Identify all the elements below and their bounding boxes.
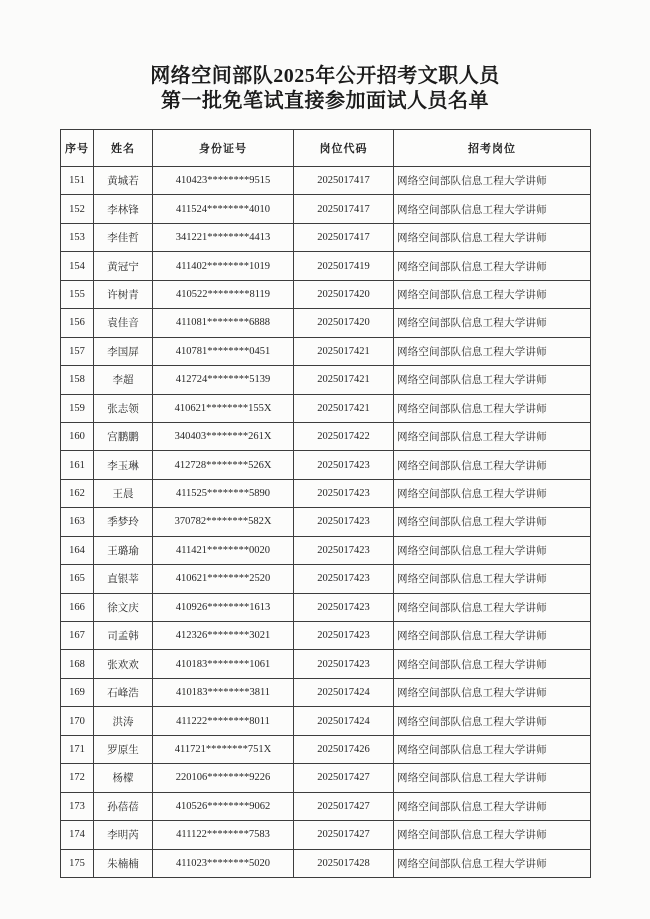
- cell-position-code: 2025017423: [294, 479, 394, 507]
- cell-no: 174: [61, 821, 94, 849]
- cell-name: 许树青: [94, 280, 153, 308]
- cell-position-code: 2025017423: [294, 565, 394, 593]
- cell-id-number: 341221********4413: [153, 223, 294, 251]
- cell-name: 袁佳音: [94, 309, 153, 337]
- cell-position-code: 2025017420: [294, 309, 394, 337]
- table-row: [61, 422, 591, 450]
- cell-id-number: 370782********582X: [153, 508, 294, 536]
- cell-id-number: 411023********5020: [153, 849, 294, 877]
- cell-position-code: 2025017422: [294, 422, 394, 450]
- cell-no: 166: [61, 593, 94, 621]
- cell-id-number: 412326********3021: [153, 622, 294, 650]
- cell-no: 171: [61, 735, 94, 763]
- cell-name: 黄城若: [94, 167, 153, 195]
- cell-no: 160: [61, 422, 94, 450]
- cell-position-code: 2025017423: [294, 508, 394, 536]
- header-position-code: 岗位代码: [294, 130, 394, 167]
- cell-name: 石峰浩: [94, 678, 153, 706]
- cell-position: 网络空间部队信息工程大学讲师: [394, 849, 591, 877]
- cell-no: 152: [61, 195, 94, 223]
- cell-position-code: 2025017423: [294, 593, 394, 621]
- cell-position-code: 2025017417: [294, 223, 394, 251]
- cell-position: 网络空间部队信息工程大学讲师: [394, 735, 591, 763]
- table-row: [61, 849, 591, 877]
- cell-name: 张欢欢: [94, 650, 153, 678]
- table-row: [61, 792, 591, 820]
- cell-position-code: 2025017419: [294, 252, 394, 280]
- cell-id-number: 410621********2520: [153, 565, 294, 593]
- cell-position-code: 2025017428: [294, 849, 394, 877]
- cell-position-code: 2025017426: [294, 735, 394, 763]
- cell-id-number: 411122********7583: [153, 821, 294, 849]
- table-row: [61, 167, 591, 195]
- cell-id-number: 411524********4010: [153, 195, 294, 223]
- cell-name: 李林锋: [94, 195, 153, 223]
- table-row: [61, 678, 591, 706]
- cell-position: 网络空间部队信息工程大学讲师: [394, 451, 591, 479]
- table-row: [61, 593, 591, 621]
- cell-position: 网络空间部队信息工程大学讲师: [394, 565, 591, 593]
- cell-id-number: 411721********751X: [153, 735, 294, 763]
- cell-position-code: 2025017417: [294, 195, 394, 223]
- cell-name: 王晨: [94, 479, 153, 507]
- cell-position-code: 2025017421: [294, 394, 394, 422]
- cell-no: 175: [61, 849, 94, 877]
- cell-no: 165: [61, 565, 94, 593]
- cell-name: 李明芮: [94, 821, 153, 849]
- cell-name: 司孟韩: [94, 622, 153, 650]
- cell-no: 153: [61, 223, 94, 251]
- cell-id-number: 411081********6888: [153, 309, 294, 337]
- header-name: 姓名: [94, 130, 153, 167]
- cell-name: 王璐瑜: [94, 536, 153, 564]
- cell-position-code: 2025017417: [294, 167, 394, 195]
- cell-id-number: 410183********3811: [153, 678, 294, 706]
- cell-no: 159: [61, 394, 94, 422]
- cell-position: 网络空间部队信息工程大学讲师: [394, 622, 591, 650]
- header-index: 序号: [61, 130, 94, 167]
- table-row: [61, 735, 591, 763]
- cell-name: 李佳哲: [94, 223, 153, 251]
- cell-position-code: 2025017420: [294, 280, 394, 308]
- cell-id-number: 220106********9226: [153, 764, 294, 792]
- cell-id-number: 410423********9515: [153, 167, 294, 195]
- cell-position: 网络空间部队信息工程大学讲师: [394, 167, 591, 195]
- table-row: [61, 707, 591, 735]
- cell-position-code: 2025017424: [294, 707, 394, 735]
- document-title: [0, 64, 650, 114]
- cell-name: 孙蓓蓓: [94, 792, 153, 820]
- cell-position: 网络空间部队信息工程大学讲师: [394, 422, 591, 450]
- cell-position: 网络空间部队信息工程大学讲师: [394, 821, 591, 849]
- cell-name: 洪涛: [94, 707, 153, 735]
- table-row: [61, 223, 591, 251]
- cell-name: 李玉琳: [94, 451, 153, 479]
- cell-id-number: 411421********0020: [153, 536, 294, 564]
- table-body: [61, 167, 591, 878]
- cell-position: 网络空间部队信息工程大学讲师: [394, 764, 591, 792]
- cell-no: 164: [61, 536, 94, 564]
- cell-no: 167: [61, 622, 94, 650]
- cell-position: 网络空间部队信息工程大学讲师: [394, 195, 591, 223]
- cell-id-number: 340403********261X: [153, 422, 294, 450]
- cell-no: 168: [61, 650, 94, 678]
- cell-position: 网络空间部队信息工程大学讲师: [394, 309, 591, 337]
- table-row: [61, 252, 591, 280]
- header-position: 招考岗位: [394, 130, 591, 167]
- cell-position: 网络空间部队信息工程大学讲师: [394, 792, 591, 820]
- cell-no: 155: [61, 280, 94, 308]
- cell-id-number: 411222********8011: [153, 707, 294, 735]
- cell-name: 宫鹏鹏: [94, 422, 153, 450]
- title-line-1: 网络空间部队2025年公开招考文职人员: [150, 65, 500, 87]
- cell-position: 网络空间部队信息工程大学讲师: [394, 650, 591, 678]
- table-row: [61, 337, 591, 365]
- cell-id-number: 410183********1061: [153, 650, 294, 678]
- table-row: [61, 565, 591, 593]
- cell-position: 网络空间部队信息工程大学讲师: [394, 707, 591, 735]
- cell-position-code: 2025017423: [294, 622, 394, 650]
- cell-position: 网络空间部队信息工程大学讲师: [394, 394, 591, 422]
- cell-no: 157: [61, 337, 94, 365]
- cell-name: 徐文庆: [94, 593, 153, 621]
- cell-name: 张志领: [94, 394, 153, 422]
- cell-position: 网络空间部队信息工程大学讲师: [394, 366, 591, 394]
- cell-position: 网络空间部队信息工程大学讲师: [394, 508, 591, 536]
- table-row: [61, 280, 591, 308]
- cell-position-code: 2025017427: [294, 821, 394, 849]
- table-row: [61, 309, 591, 337]
- cell-position: 网络空间部队信息工程大学讲师: [394, 337, 591, 365]
- table-row: [61, 366, 591, 394]
- cell-name: 朱楠楠: [94, 849, 153, 877]
- cell-position-code: 2025017421: [294, 337, 394, 365]
- cell-no: 154: [61, 252, 94, 280]
- cell-id-number: 410926********1613: [153, 593, 294, 621]
- table-header-row: [61, 130, 591, 167]
- cell-position-code: 2025017423: [294, 536, 394, 564]
- cell-id-number: 411525********5890: [153, 479, 294, 507]
- cell-no: 161: [61, 451, 94, 479]
- table-row: [61, 451, 591, 479]
- cell-position-code: 2025017423: [294, 451, 394, 479]
- personnel-table: [60, 129, 591, 878]
- cell-id-number: 412724********5139: [153, 366, 294, 394]
- table-row: [61, 650, 591, 678]
- cell-position: 网络空间部队信息工程大学讲师: [394, 280, 591, 308]
- table-row: [61, 479, 591, 507]
- cell-position: 网络空间部队信息工程大学讲师: [394, 479, 591, 507]
- table-row: [61, 821, 591, 849]
- cell-no: 162: [61, 479, 94, 507]
- cell-position: 网络空间部队信息工程大学讲师: [394, 536, 591, 564]
- cell-no: 156: [61, 309, 94, 337]
- cell-position-code: 2025017427: [294, 764, 394, 792]
- table-row: [61, 536, 591, 564]
- cell-id-number: 411402********1019: [153, 252, 294, 280]
- cell-id-number: 410621********155X: [153, 394, 294, 422]
- cell-no: 151: [61, 167, 94, 195]
- cell-id-number: 410781********0451: [153, 337, 294, 365]
- cell-name: 罗原生: [94, 735, 153, 763]
- cell-no: 169: [61, 678, 94, 706]
- cell-position: 网络空间部队信息工程大学讲师: [394, 678, 591, 706]
- table-row: [61, 195, 591, 223]
- cell-no: 163: [61, 508, 94, 536]
- cell-no: 172: [61, 764, 94, 792]
- cell-name: 季梦玲: [94, 508, 153, 536]
- title-line-2: 第一批免笔试直接参加面试人员名单: [161, 90, 489, 112]
- cell-name: 直银莘: [94, 565, 153, 593]
- table-row: [61, 394, 591, 422]
- cell-no: 158: [61, 366, 94, 394]
- cell-position: 网络空间部队信息工程大学讲师: [394, 593, 591, 621]
- cell-name: 黄冠宁: [94, 252, 153, 280]
- cell-position-code: 2025017427: [294, 792, 394, 820]
- cell-id-number: 410522********8119: [153, 280, 294, 308]
- cell-position-code: 2025017421: [294, 366, 394, 394]
- cell-id-number: 412728********526X: [153, 451, 294, 479]
- header-id-number: 身份证号: [153, 130, 294, 167]
- cell-name: 李超: [94, 366, 153, 394]
- cell-no: 170: [61, 707, 94, 735]
- cell-no: 173: [61, 792, 94, 820]
- cell-position: 网络空间部队信息工程大学讲师: [394, 252, 591, 280]
- cell-id-number: 410526********9062: [153, 792, 294, 820]
- cell-position-code: 2025017424: [294, 678, 394, 706]
- cell-position-code: 2025017423: [294, 650, 394, 678]
- cell-position: 网络空间部队信息工程大学讲师: [394, 223, 591, 251]
- table-row: [61, 508, 591, 536]
- table-row: [61, 622, 591, 650]
- table-row: [61, 764, 591, 792]
- cell-name: 杨檬: [94, 764, 153, 792]
- cell-name: 李国屏: [94, 337, 153, 365]
